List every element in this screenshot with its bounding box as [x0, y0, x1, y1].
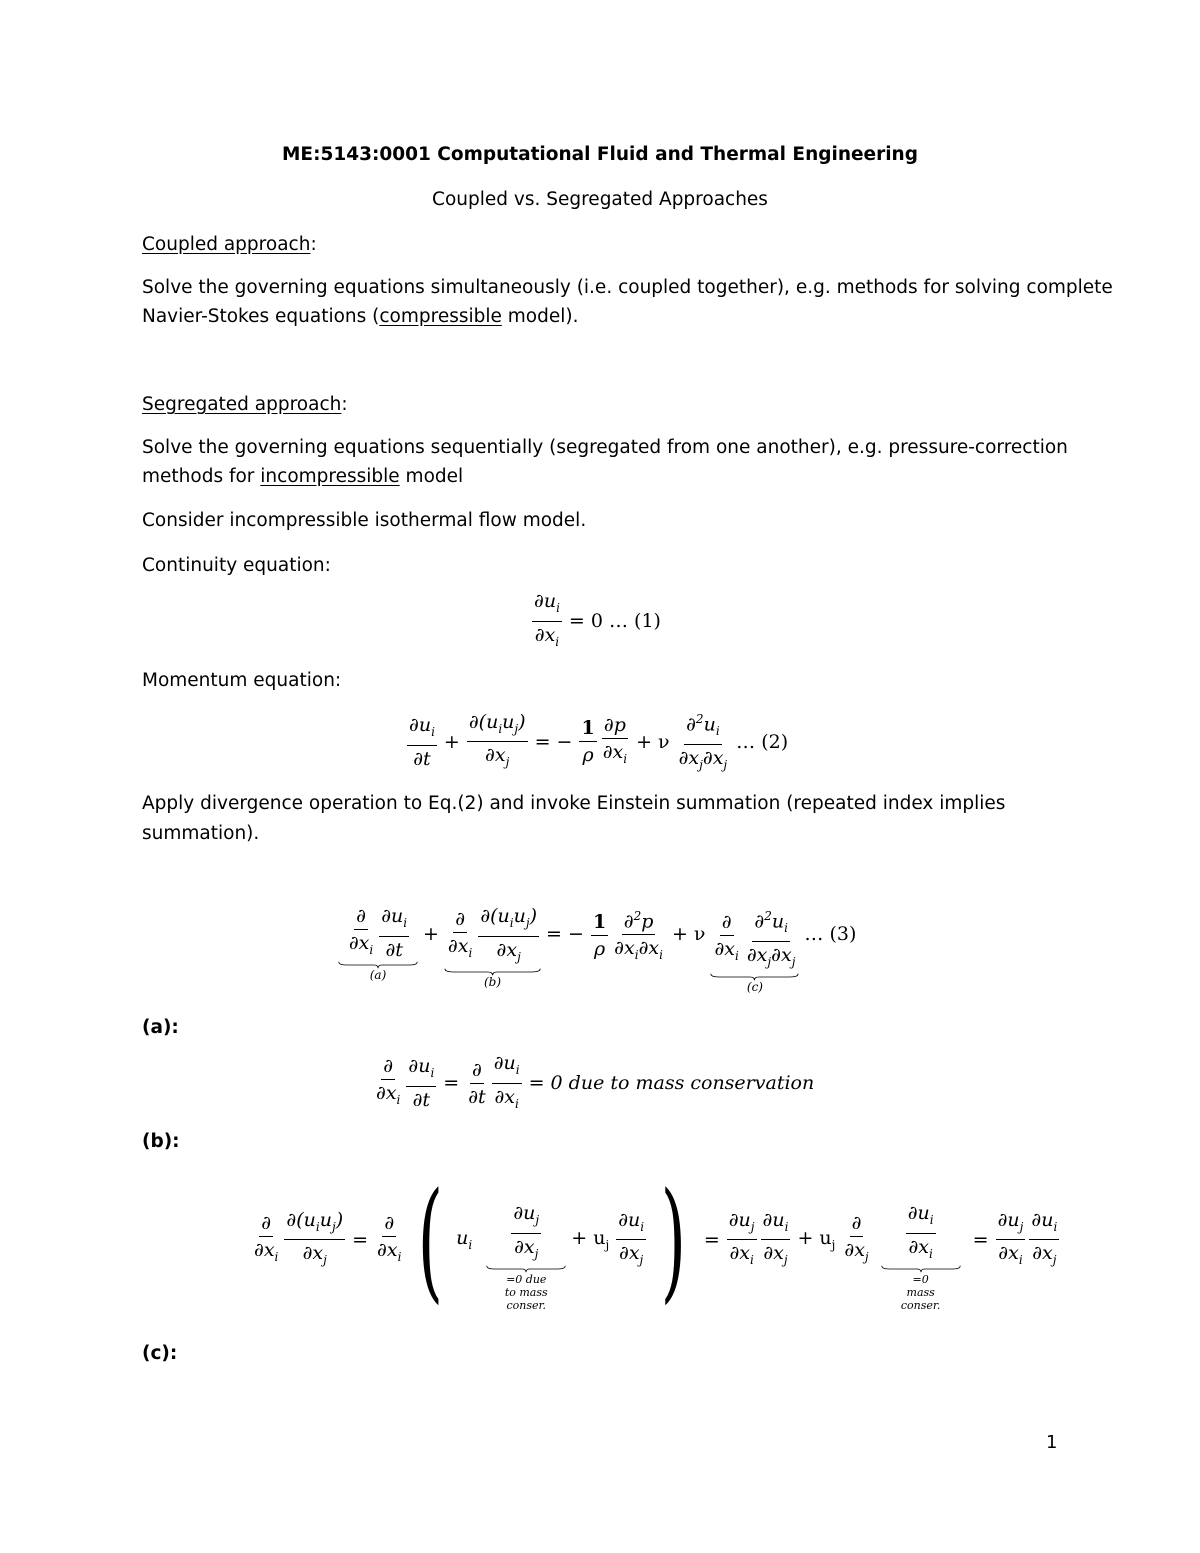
b-note-5: mass [906, 1285, 935, 1299]
continuity-label: Continuity equation: [142, 555, 331, 576]
eq2-tag: … (2) [736, 730, 789, 753]
coupled-line-2-post: model). [501, 306, 579, 327]
course-title: ME:5143:0001 Computational Fluid and Thermal Engineering [282, 144, 918, 165]
incompressible-term: incompressible [260, 466, 400, 487]
b-note-2: to mass [504, 1285, 548, 1299]
segregated-line-1: Solve the governing equations sequentially (segregated from one another), e.g. pressure-correction [142, 437, 1068, 458]
underbrace-c [710, 973, 799, 981]
term-b: $\frac{\partial}{\partial x_i}$ $\frac{\partial(u_iu_j)}{\partial x_j}$ (b) [444, 905, 541, 989]
compressible-term: compressible [379, 306, 502, 327]
equation-3: $\frac{\partial}{\partial x_i}$ $\frac{\partial u_i}{\partial t}$ (a) + $\frac{\partial}{\partial x_i}$ $\frac{\partial(u_iu_j)}{\partial x_j}$ (b) = − $\frac{1}{\rho}$ $\frac{\partial^2p}{\partial x_i\partial x_i}$ + ν $\frac{\partial}{\partial x_i}$ $\frac{\partial^2u_i}{\partial x_j\partial x_j}$ (c) … (3) [338, 905, 861, 994]
segregated-line-2-pre: methods for [142, 466, 261, 487]
divergence-line-2: summation). [142, 823, 260, 844]
equation-a: $\frac{\partial}{\partial x_i}$ $\frac{\partial u_i}{\partial t}$ = $\frac{\partial}{\partial t}$ $\frac{\partial u_i}{\partial x_i}$ = 0 due to mass conservation [376, 1052, 815, 1112]
segregated-line-2-post: model [399, 466, 464, 487]
eq3-tag: … (3) [804, 923, 857, 945]
underbrace-b-inner [486, 1265, 566, 1273]
right-paren: ) [660, 1163, 687, 1316]
label-c: (c): [142, 1343, 178, 1364]
equation-b: $\frac{\partial}{\partial x_i}$ $\frac{\partial(u_iu_j)}{\partial x_j}$ = $\frac{\partial}{\partial x_i}$ ( $u_i$ $\frac{\partial u_j}{\partial x_j}$ =0 due to mass conser. + $u_j$ $\frac{\partial u_i}{\partial x_j}$ ) = $\frac{\partial u_j}{\partial x_i}$ $\frac{\partial u_i}{\partial x_j}$ + $u_j$ $\frac{\partial}{\partial x_j}$ $\frac{\partial u_i}{\partial x_i}$ =0 mass conser. = $\frac{\partial u_j}{\partial x_i}$ $\frac{\partial u_i}{\partial x_j}$ [254, 1163, 1058, 1316]
segregated-heading [142, 391, 348, 419]
eq1-tag: = 0 … (1) [568, 610, 661, 633]
equation-2: $\frac{\partial u_i}{\partial t}$ + $\frac{\partial(u_iu_j)}{\partial x_j}$ = − $\frac{1}{\rho}$ $\frac{\partial p}{\partial x_i}$ + ν $\frac{\partial^2u_i}{\partial x_j\partial x_j}$ … (2) [405, 708, 793, 776]
brace-label-c: (c) [746, 979, 763, 994]
term-c: $\frac{\partial}{\partial x_i}$ $\frac{\partial^2u_i}{\partial x_j\partial x_j}$ (c) [710, 905, 799, 994]
term-a: $\frac{\partial}{\partial x_i}$ $\frac{\partial u_i}{\partial t}$ (a) [338, 905, 418, 982]
segregated-heading-text: Segregated approach [142, 394, 342, 415]
coupled-line-2-pre: Navier-Stokes equations ( [142, 306, 380, 327]
divergence-line-1: Apply divergence operation to Eq.(2) and invoke Einstein summation (repeated index implies [142, 793, 1006, 814]
segregated-line-2 [142, 463, 463, 491]
page-number: 1 [1046, 1432, 1058, 1453]
segregated-heading-colon: : [341, 394, 348, 415]
coupled-heading [142, 231, 317, 259]
coupled-heading-text: Coupled approach [142, 234, 311, 255]
brace-label-b: (b) [483, 974, 501, 989]
underbrace-a [338, 961, 418, 969]
coupled-heading-colon: : [310, 234, 317, 255]
left-paren: ( [418, 1163, 444, 1316]
b-inner-term-2: $\frac{\partial u_i}{\partial x_i}$ =0 mass conser. [881, 1202, 961, 1312]
b-note-6: conser. [900, 1298, 941, 1312]
coupled-line-2 [142, 303, 579, 331]
label-b: (b): [142, 1131, 180, 1152]
page-subtitle: Coupled vs. Segregated Approaches [432, 189, 768, 210]
b-inner-term: $\frac{\partial u_j}{\partial x_j}$ =0 due to mass conser. [486, 1202, 566, 1312]
coupled-line-1: Solve the governing equations simultaneously (i.e. coupled together), e.g. methods for solving complete [142, 277, 1113, 298]
momentum-label: Momentum equation: [142, 670, 342, 691]
a-result: = 0 due to mass conservation [528, 1072, 815, 1095]
b-note-4: =0 [912, 1272, 929, 1286]
equation-1: $\frac{\partial u_i}{\partial x_i}$ = 0 … (1) [534, 590, 661, 649]
consider-line: Consider incompressible isothermal flow model. [142, 510, 587, 531]
b-note-3: conser. [506, 1298, 547, 1312]
b-note-1: =0 due [506, 1272, 547, 1286]
underbrace-b-inner-2 [881, 1265, 961, 1273]
underbrace-b [444, 968, 541, 976]
label-a: (a): [142, 1017, 179, 1038]
brace-label-a: (a) [369, 967, 387, 982]
